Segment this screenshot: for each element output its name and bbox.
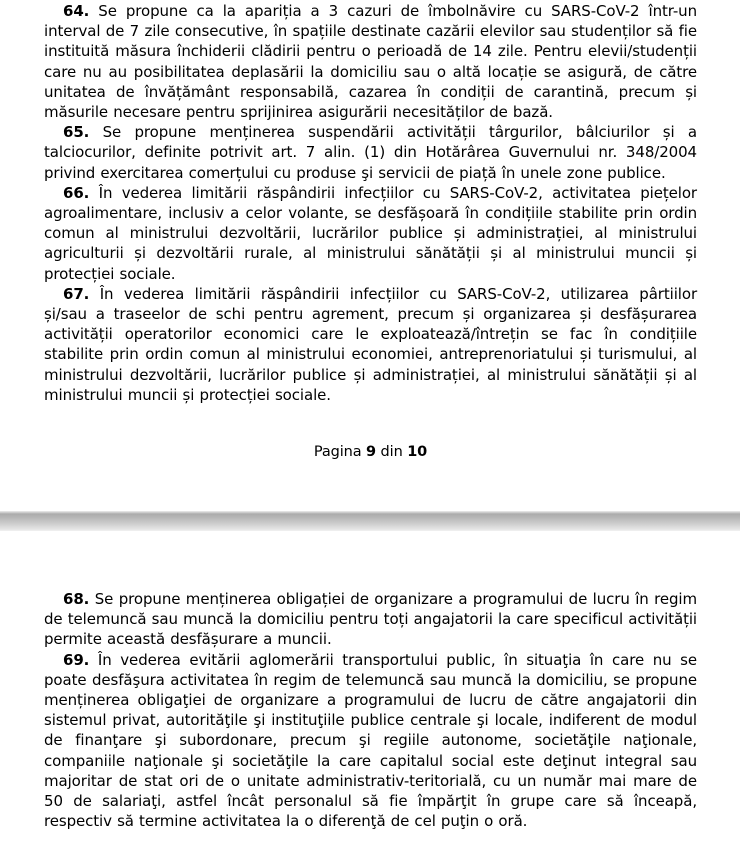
footer-label-page: Pagina [313,444,362,461]
paragraph-65-text: Se propune menținerea suspendării activității târgurilor, bâlciurilor și a talciocurilor, definite potrivit art. 7 alin. (1) din Hotărârea Guvernului nr. 348/2004 privind exercitarea comerțului cu produse şi servicii de piață în unele zone publice. [44,123,698,182]
paragraph-65 [44,122,697,183]
footer-total-pages: 10 [407,444,428,461]
footer-current-page: 9 [366,444,377,461]
paragraph-66-number: 66. [63,183,90,202]
paragraph-64 [44,1,697,122]
paragraph-64-number: 64. [63,2,90,20]
paragraph-66-text: În vederea limitării răspândirii infecțiilor cu SARS-CoV-2, activitatea piețelor agroalimentare, inclusiv a celor volante, se desfășoară în condițiile stabilite prin ordin comun al ministrului dezvoltării, lucrărilor publice și administrației, al ministrului agriculturii și dezvoltării rurale, al ministrului sănătății și al ministrului muncii și protecției sociale. [44,183,697,283]
paragraph-69 [44,650,697,832]
paragraph-69-text: În vederea evitării aglomerării transportului public, în situaţia în care nu se poate desfăşura activitatea în regim de telemuncă sau muncă la domiciliu, se propune menținerea obligaţiei de organizare a programului de lucru de către angajatorii din sistemul privat, autorităţile şi instituţiile publice centrale şi locale, indiferent de modul de finanţare şi subordonare, precum şi regiile autonome, societăţile naţionale, companiile naţionale şi societăţile la care capitalul social este deţinut integral sau majoritar de stat ori de o unitate administrativ-teritorială, cu un număr mai mare de 50 de salariaţi, astfel încât personalul să fie împărţit în grupe care să înceapă, respectiv să termine activitatea la o diferenţă de cel puţin o oră. [44,650,697,831]
footer-label-of: din [380,444,403,461]
paragraph-67-text: În vederea limitării răspândirii infecțiilor cu SARS-CoV-2, utilizarea pârtiilor și/sau a traseelor de schi pentru agrement, precum și organizarea și desfășurarea activității operatorilor economici care le exploatează/întrețin se fac în condițiile stabilite prin ordin comun al ministrului economiei, antreprenoriatului și turismului, al ministrului dezvoltării, lucrărilor publice și administrației, al ministrului sănătății și al ministrului muncii și protecției sociale. [44,284,698,404]
paragraph-67 [44,284,697,405]
paragraph-64-text: Se propune ca la apariția a 3 cazuri de îmbolnăvire cu SARS-CoV-2 într-un interval de 7 zile consecutive, în spațiile destinate cazării elevilor sau studenților să fie instituită măsura închiderii clădirii pentru o perioadă de 14 zile. Pentru elevii/studenții care nu au posibilitatea deplasării la domiciliu sau o altă locație se asigură, de către unitatea de învățământ responsabilă, cazarea în condiții de carantină, precum și măsurile necesare pentru sprijinirea asigurării necesităților de bază. [44,2,697,122]
paragraph-69-number: 69. [63,650,90,669]
paragraph-68-text: Se propune menținerea obligației de organizare a programului de lucru în regim de telemuncă sau muncă la domiciliu pentru toți angajatorii la care specificul activității permite această desfășurare a muncii. [44,590,698,649]
document-page-10 [0,531,740,843]
paragraph-67-number: 67. [63,284,90,303]
page-separator [0,511,740,531]
paragraph-65-number: 65. [63,123,90,142]
paragraph-68-number: 68. [63,590,90,608]
page-footer [44,443,697,461]
paragraph-66 [44,183,697,284]
paragraph-68 [44,589,697,650]
